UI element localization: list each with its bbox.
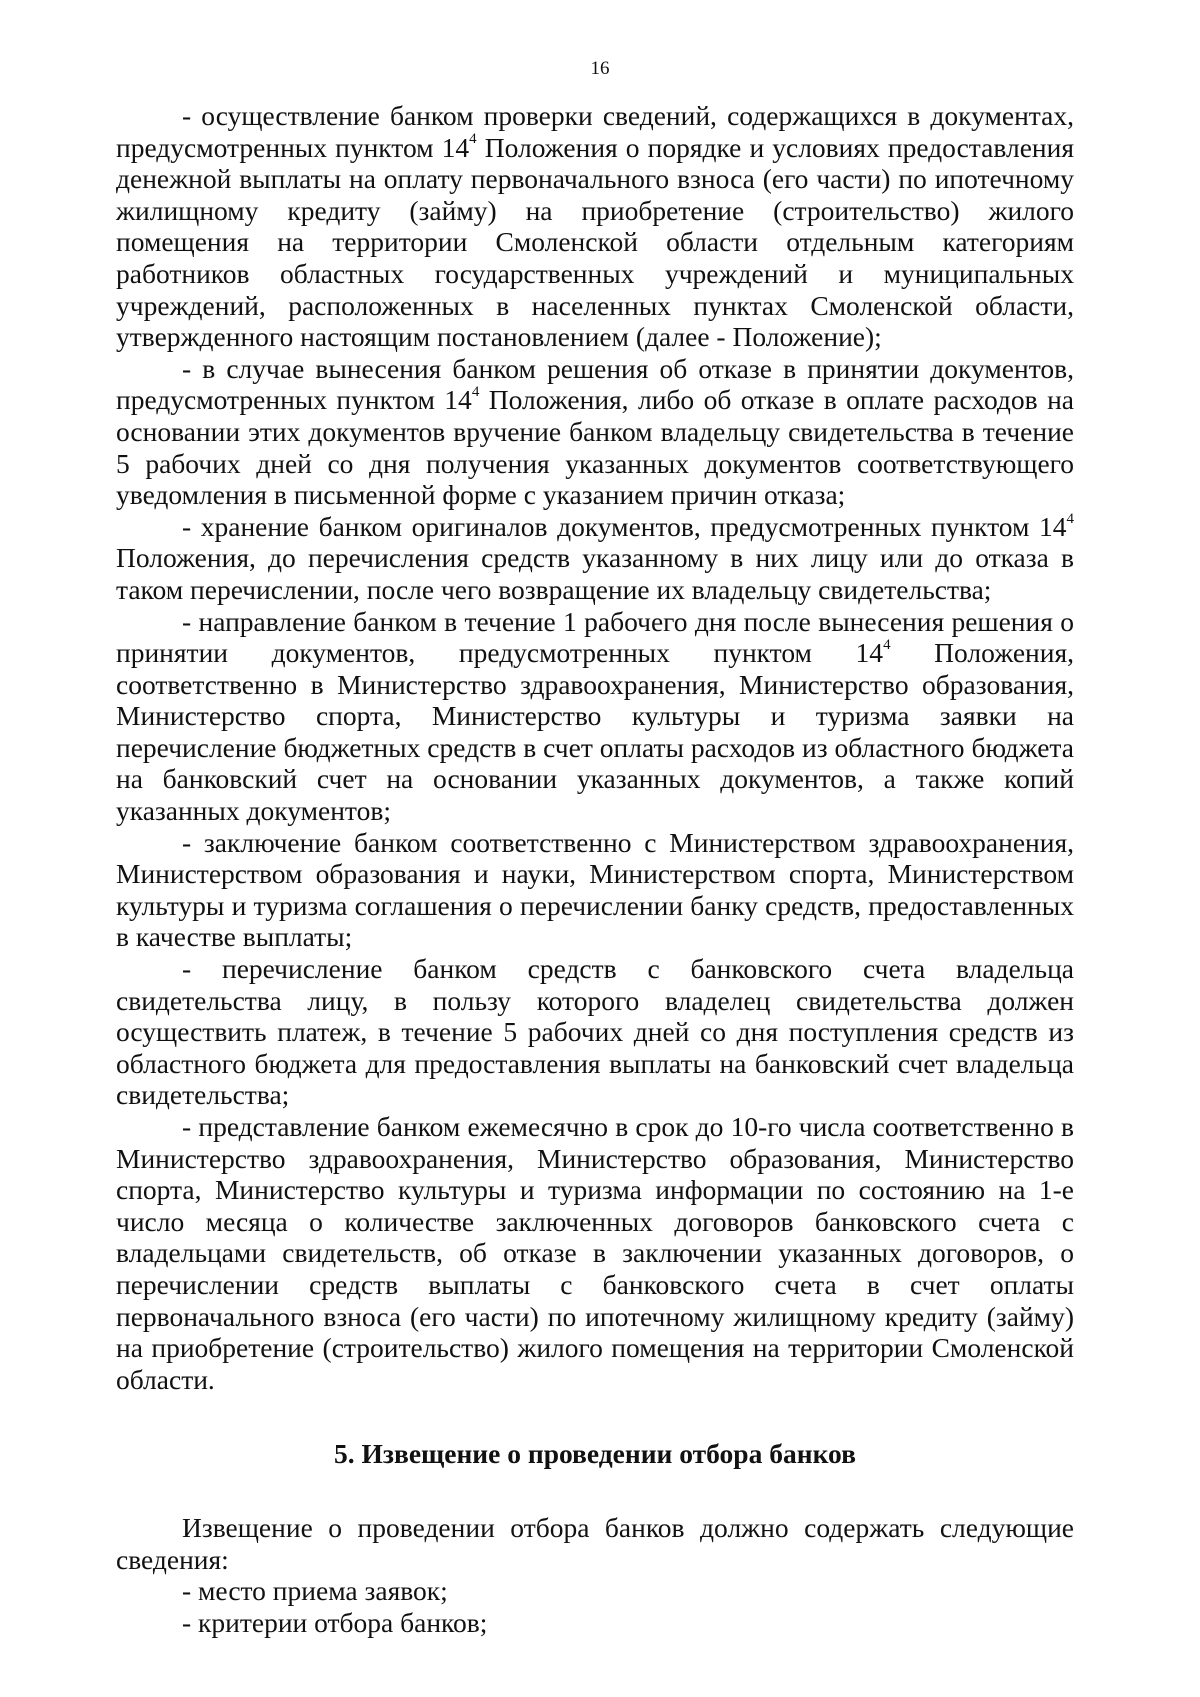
- paragraph-agreement: - заключение банком соответственно с Министерством здравоохранения, Министерством образования и науки, Министерством спорта, Министерством культуры и туризма соглашения о перечислении банку средств, предоставленных в качестве выплаты;: [116, 826, 1074, 953]
- document-body: [116, 100, 1074, 1638]
- page-number: 16: [590, 58, 610, 79]
- paragraph-funding-request: - направление банком в течение 1 рабочего дня после вынесения решения о принятии документов, предусмотренных пунктом $14^4$ Положения, соответственно в Министерство здравоохранения, Министерство образования, Министерство спорта, Министерство культуры и туризма заявки на перечисление бюджетных средств в счет оплаты расходов из областного бюджета на банковский счет на основании указанных документов, а также копий указанных документов;: [116, 605, 1074, 827]
- section-heading: 5. Извещение о проведении отбора банков: [334, 1438, 856, 1470]
- paragraph-bank-verification: - осуществление банком проверки сведений, содержащихся в документах, предусмотренных пунктом $14^4$ Положения о порядке и условиях предоставления денежной выплаты на оплату первоначального взноса (его части) по ипотечному жилищному кредиту (займу) на приобретение (строительство) жилого помещения на территории Смоленской области отдельным категориям работников областных государственных учреждений и муниципальных учреждений, расположенных в населенных пунктах Смоленской области, утвержденного настоящим постановлением (далее - Положение);: [116, 100, 1074, 353]
- section-intro: Извещение о проведении отбора банков должно содержать следующие сведения:: [116, 1511, 1074, 1575]
- paragraph-refusal-notice: - в случае вынесения банком решения об отказе в принятии документов, предусмотренных пунктом $14^4$ Положения, либо об отказе в оплате расходов на основании этих документов вручение банком владельцу свидетельства в течение 5 рабочих дней со дня получения указанных документов соответствующего уведомления в письменной форме с указанием причин отказа;: [116, 352, 1074, 511]
- paragraph-funds-transfer: - перечисление банком средств с банковского счета владельца свидетельства лицу, в пользу которого владелец свидетельства должен осуществить платеж, в течение 5 рабочих дней со дня поступления средств из областного бюджета для предоставления выплаты на банковский счет владельца свидетельства;: [116, 953, 1074, 1111]
- paragraph-monthly-report: - представление банком ежемесячно в срок до 10-го числа соответственно в Министерство здравоохранения, Министерство образования, Министерство спорта, Министерство культуры и туризма информации по состоянию на 1-е число месяца о количестве заключенных договоров банковского счета с владельцами свидетельств, об отказе в заключении указанных договоров, о перечислении средств выплаты с банковского счета в счет оплаты первоначального взноса (его части) по ипотечному жилищному кредиту (займу) на приобретение (строительство) жилого помещения на территории Смоленской области.: [116, 1111, 1074, 1395]
- paragraph-document-storage: - хранение банком оригиналов документов, предусмотренных пунктом $14^4$ Положения, до перечисления средств указанному в них лицу или до отказа в таком перечислении, после чего возвращение их владельцу свидетельства;: [116, 510, 1074, 605]
- list-item: - место приема заявок;: [182, 1575, 448, 1607]
- list-item: - критерии отбора банков;: [182, 1606, 488, 1638]
